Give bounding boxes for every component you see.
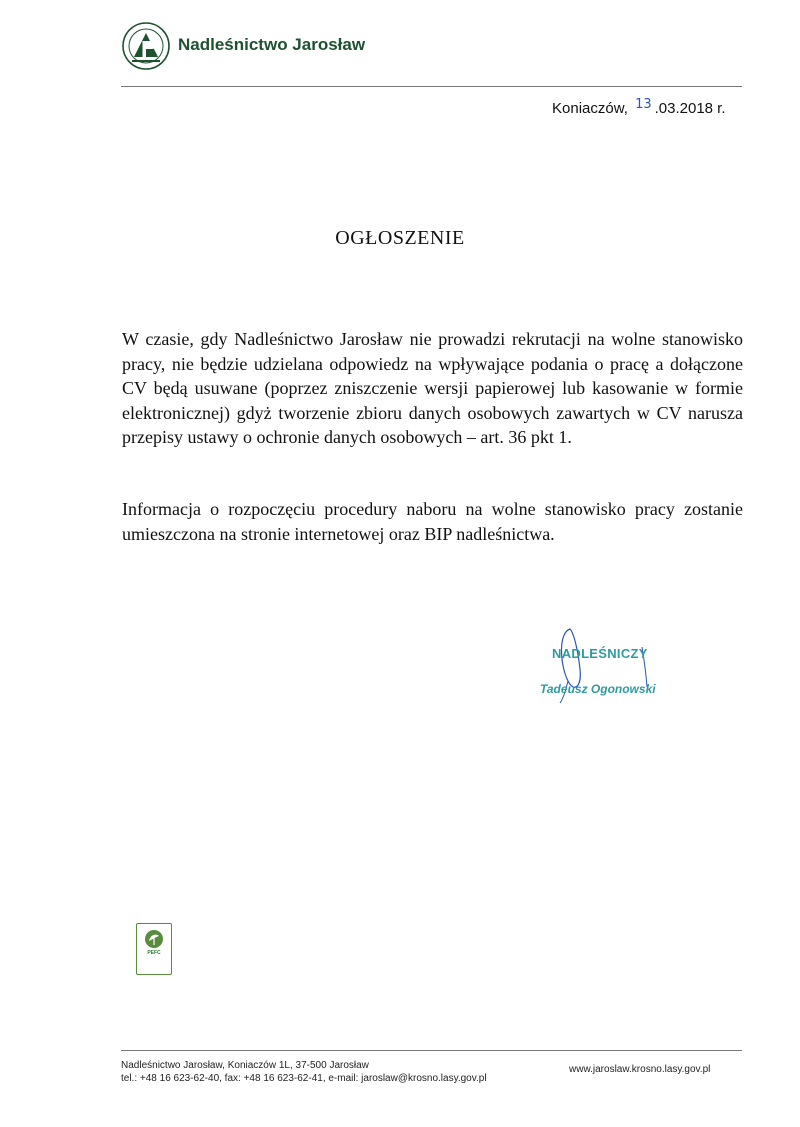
pefc-logo-icon — [137, 926, 171, 952]
organization-name: Nadleśnictwo Jarosław — [178, 35, 366, 54]
header-divider — [121, 86, 742, 87]
date-rest: .03.2018 r. — [654, 100, 726, 117]
date-place: Koniaczów, — [552, 100, 628, 117]
pefc-badge — [136, 923, 172, 975]
date-day-handwritten: 13 — [635, 97, 652, 112]
footer-address: Nadleśnictwo Jarosław, Koniaczów 1L, 37-500 Jarosław — [121, 1060, 369, 1071]
body-paragraph-2: Informacja o rozpoczęciu procedury naboru na wolne stanowisko pracy zostanie umieszczona na stronie internetowej oraz BIP nadleśnictwa. — [122, 499, 743, 544]
footer-phone-email: tel.: +48 16 623-62-40, fax: +48 16 623-62-41, e-mail: jaroslaw@krosno.lasy.gov.pl — [121, 1073, 487, 1084]
pefc-label: PEFC — [147, 950, 161, 956]
date-line — [552, 97, 726, 117]
footer-divider — [121, 1050, 742, 1051]
stamp-name: Tadeusz Ogonowski — [540, 682, 656, 696]
page-title: OGŁOSZENIE — [335, 227, 465, 249]
lasy-panstwowe-logo-icon — [121, 21, 171, 71]
footer-contact — [121, 1059, 487, 1085]
footer-website: www.jaroslaw.krosno.lasy.gov.pl — [569, 1064, 711, 1075]
body-paragraph-1: W czasie, gdy Nadleśnictwo Jarosław nie prowadzi rekrutacji na wolne stanowisko pracy, nie będzie udzielana odpowiedz na wpływające podania o pracę a dołączone CV będą usuwane (poprzez zniszczenie wersji papierowej lub kasowanie w formie elektronicznej) gdyż tworzenie zbioru danych osobowych zawartych w CV narusza przepisy ustawy o ochronie danych osobowych – art. 36 pkt 1. — [122, 329, 743, 447]
stamp-title: NADLEŚNICZY — [552, 646, 648, 661]
